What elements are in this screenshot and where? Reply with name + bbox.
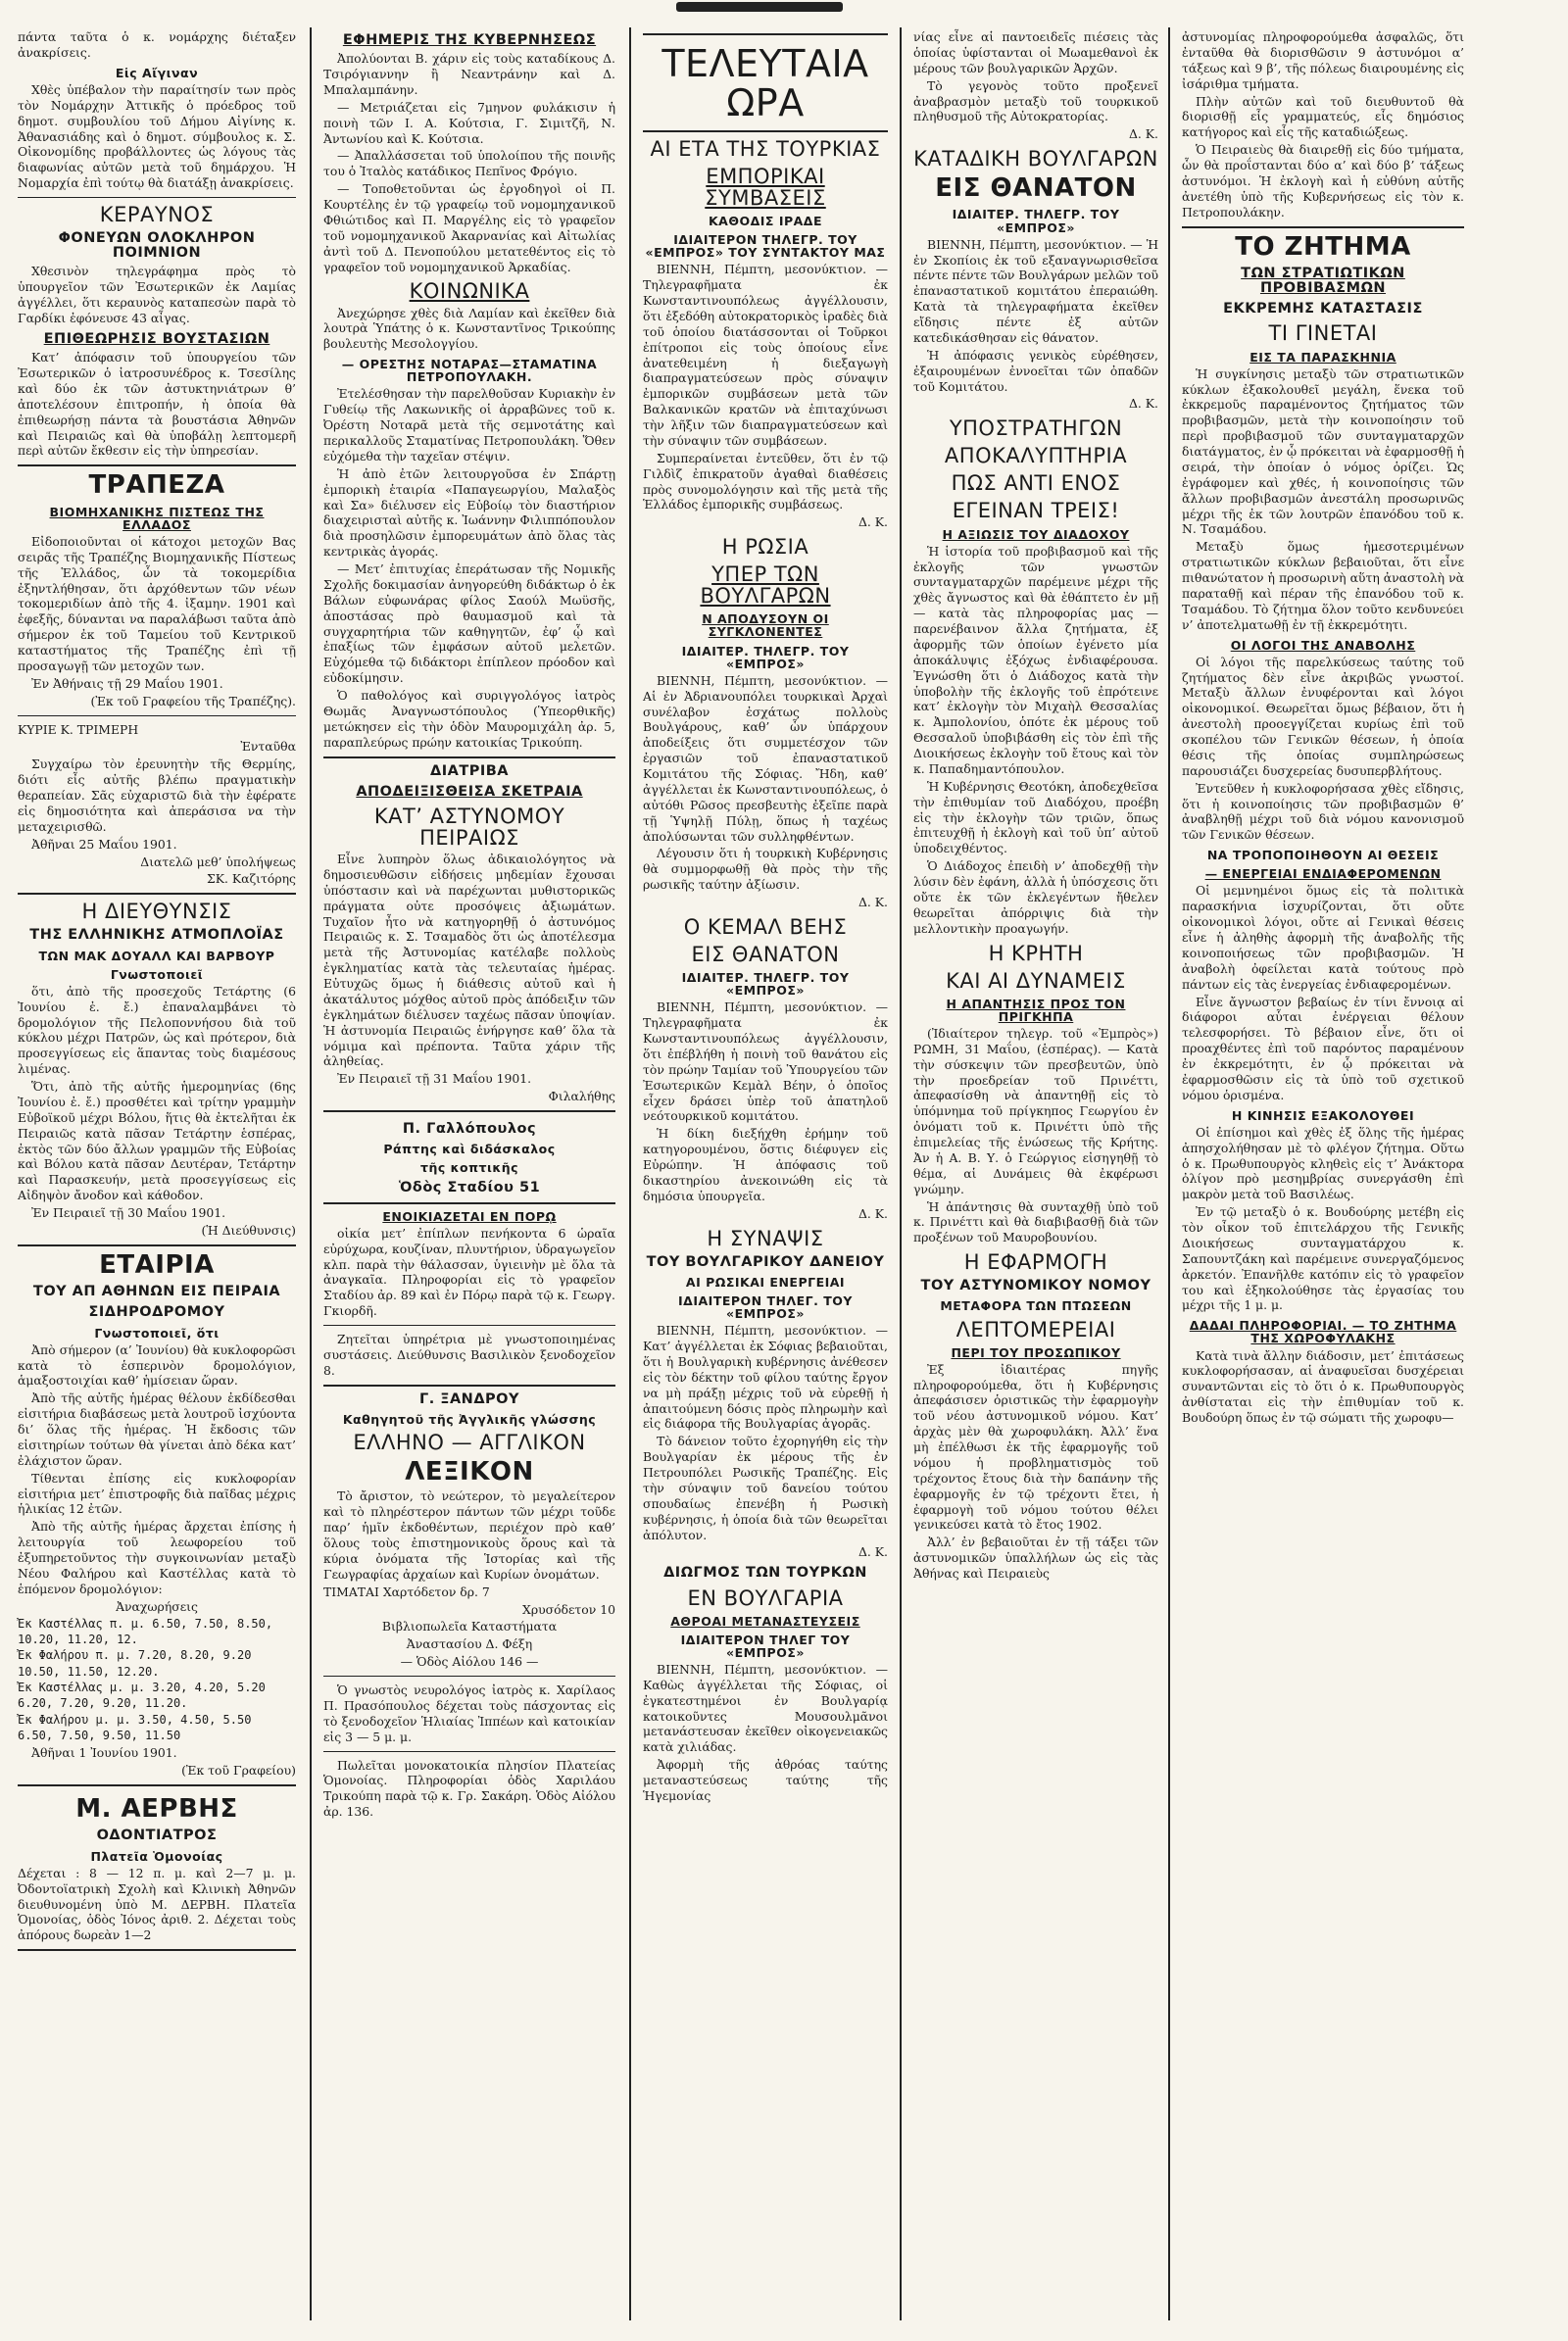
- column-rule: [629, 27, 631, 2320]
- subheadline: ΑΘΡΟΑΙ ΜΕΤΑΝΑΣΤΕΥΣΕΙΣ: [670, 1613, 860, 1629]
- paragraph: Ζητεῖται ὑπηρέτρια μὲ γνωστοποιημένας συστάσεις. Διεύθυνσις Βασιλικὸν ξενοδοχεῖον 8.: [323, 1332, 615, 1378]
- paragraph: Οἱ μεμνημένοι ὅμως εἰς τὰ πολιτικὰ παρασκήνια ἰσχυρίζονται, ὅτι οὔτε οἰκονομικοὶ λόγοι, οὔτε αἱ Γενικαὶ θέσεις εἶνε ἡ ἀληθὴς ἀφορμὴ τῆς ἀναβολῆς τῆς κοινοποιήσεως τῶν προβιβασμῶν. Ἡ ἀναβολὴ ὀφείλεται κατὰ τούτους πρὸ πάντων εἰς τὰς ἐνεργείας ἐνδιαφερομένων.: [1182, 883, 1464, 992]
- subheadline: ΕΝ ΒΟΥΛΓΑΡΙΑ: [687, 1585, 844, 1610]
- subheadline: ΑΙ ΡΩΣΙΚΑΙ ΕΝΕΡΓΕΙΑΙ: [685, 1274, 846, 1290]
- subheadline: Πλατεῖα Ὁμονοίας: [90, 1848, 223, 1864]
- subheadline: ΠΕΡΙ ΤΟΥ ΠΡΟΣΩΠΙΚΟΥ: [951, 1344, 1121, 1360]
- paragraph: Οἱ λόγοι τῆς παρελκύσεως ταύτης τοῦ ζητήματος δὲν εἶνε ἀκριβῶς γνωστοί. Μεταξὺ ἄλλων ἐνυφέρονται καὶ λόγοι οἰκονομικοί. Θεωρεῖται ὅμως βέβαιον, ὅτι ἡ ἀνεστολὴ προοεγγίζεται κυρίως ἐπὶ τοῦ σκοπέλου τῶν Γενικῶν θέσεων, ἡ ὁποία θέσις τῆς ὁποίας συμπληρώσεως παρουσιάζει δυσχερείας δυσυπερβλήτους.: [1182, 654, 1464, 778]
- subheadline: Η ΚΙΝΗΣΙΣ ΕΞΑΚΟΛΟΥΘΕΙ: [1231, 1107, 1415, 1123]
- publisher-line: Βιβλιοπωλεῖα Καταστήματα: [381, 1619, 558, 1634]
- paragraph: Ὁ παθολόγος καὶ συριγγολόγος ἰατρὸς Θωμᾶς Ἀναγνωστόπουλος (Ὑπεορθικῆς) μετώκησεν εἰς τὴν ὁδὸν Μαυρομιχάλη ἀρ. 5, παραπλεύρως πρώην κατοικίας Τρικούπη.: [323, 688, 615, 750]
- schedule-heading: Ἀναχωρήσεις: [116, 1598, 198, 1614]
- subheadline: ΕΓΕΙΝΑΝ ΤΡΕΙΣ!: [952, 499, 1120, 523]
- schedule-line: Ἐκ Καστέλλας μ. μ. 3.20, 4.20, 5.20: [18, 1680, 266, 1694]
- subheadline: ΛΕΠΤΟΜΕΡΕΙΑΙ: [956, 1317, 1116, 1341]
- advertisement-box: [323, 1110, 615, 1204]
- column-5: [1176, 27, 1470, 2320]
- headline: ΕΝΟΙΚΙΑΖΕΤΑΙ ΕΝ ΠΟΡῼ: [382, 1208, 557, 1224]
- paragraph: — Τοποθετοῦνται ὡς ἐργοδηγοὶ οἱ Π. Κουρτέλης ἐν τῷ γραφείῳ τοῦ νομομηχανικοῦ Φθιώτιδος καὶ Π. Μαργέλης εἰς τὸ γραφεῖον τοῦ νομομηχανικοῦ Ἀκαρνανίας καὶ Αἰτωλίας ἀντὶ τοῦ Δ. Πενοπούλου μετατεθέντος εἰς τὸ γραφεῖον τοῦ νομομηχανικοῦ Ἀρκαδίας.: [323, 181, 615, 274]
- subheadline: ΤΗΣ ΕΛΛΗΝΙΚΗΣ ΑΤΜΟΠΛΟΪΑΣ: [29, 927, 284, 944]
- byline: ΙΔΙΑΙΤΕΡ. ΤΗΛΕΓΡ. ΤΟΥ «ΕΜΠΡΟΣ»: [952, 207, 1120, 235]
- paragraph: Ἀλλ’ ἐν βεβαιοῦται ἐν τῇ τάξει τῶν ἀστυνομικῶν ὑπαλλήλων ὡς εἰς τὰς Ἀθήνας καὶ Πειραιεὺς: [913, 1535, 1158, 1582]
- headline: ΤΕΛΕΥΤΑΙΑ ΩΡΑ: [662, 42, 869, 124]
- paragraph: Ἐν τῷ μεταξὺ ὁ κ. Βουδούρης μετέβη εἰς τὸν οἶκον τοῦ ἐπιτελάρχου τῆς Γενικῆς Διοικήσεως συνταγματάρχου κ. Σαπουντζάκη καὶ παρέμεινε συνεργαζόμενος ἀρκετόν. Ἐπανῆλθε κατόπιν εἰς τὸ γραφεῖον του καὶ ἐξηκολούθησε τὰς ἐργασίας του μέχρι τῆς 1 μ. μ.: [1182, 1204, 1464, 1313]
- signature: Δ. Κ.: [1128, 396, 1158, 412]
- subheadline: τῆς κοπτικῆς: [419, 1160, 519, 1176]
- paragraph: Ἡ Κυβέρνησις Θεοτόκη, ἀποδεχθεῖσα τὴν ἐπιθυμίαν τοῦ Διαδόχου, προέβη εἰς τὴν ἐκλογὴν τῶν τριῶν, ὅπως ἐπιτευχθῇ ἡ ἐκλογὴ καὶ τοῦ ὑπ’ αὐτοῦ ὑποδειχθέντος.: [913, 778, 1158, 856]
- paragraph: Ἀφορμὴ τῆς ἀθρόας ταύτης μεταναστεύσεως ταύτης τῆς Ἡγεμονίας: [643, 1757, 888, 1803]
- paragraph: Τὸ γεγονὸς τοῦτο προξενεῖ ἀναβρασμὸν μεταξὺ τοῦ τουρκικοῦ πληθυσμοῦ τῆς Αὐτοκρατορίας.: [913, 77, 1158, 124]
- dateline: Ἐν Ἀθήναις τῇ 29 Μαΐου 1901.: [31, 675, 223, 691]
- subheadline: ΕΜΠΟΡΙΚΑΙ ΣΥΜΒΑΣΕΙΣ: [705, 164, 826, 210]
- headline: Η ΕΦΑΡΜΟΓΗ: [963, 1250, 1108, 1275]
- paragraph: Κατ’ ἀπόφασιν τοῦ ὑπουργείου τῶν Ἐσωτερικῶν ὁ ἰατροσυνέδρος κ. Τσεσίλης καὶ δύο ἐκ τῶν ἀστυκτηνιάτρων θ’ ἀποτελέσουν ἐπιτροπήν, ἡ ὁποία θὰ ἐπιθεωρήσῃ πάντα τὰ βουστάσια Ἀθηνῶν καὶ Πειραιῶς καὶ θὰ ὑποβάλῃ λεπτομερῆ περὶ αὐτῶν ἔκθεσιν εἰς τὴν ὑπηρεσίαν.: [18, 350, 296, 459]
- subheadline: — ΟΡΕΣΤΗΣ ΝΟΤΑΡΑΣ—ΣΤΑΜΑΤΙΝΑ ΠΕΤΡΟΠΟΥΛΑΚΗ.: [341, 357, 598, 385]
- subheadline: ΚΑΙ ΑΙ ΔΥΝΑΜΕΙΣ: [946, 968, 1126, 993]
- subheadline: ΦΟΝΕΥΩΝ ΟΛΟΚΛΗΡΟΝ ΠΟΙΜΝΙΟΝ: [58, 230, 256, 262]
- column-3: [637, 27, 894, 2320]
- schedule-line: 6.50, 7.50, 9.50, 11.50: [18, 1729, 181, 1743]
- paragraph: Ὁ Πειραιεὺς θὰ διαιρεθῇ εἰς δύο τμήματα, ὧν θὰ προΐστανται δύο α’ καὶ δύο β’ τάξεως ἀστυνόμοι. Ἡ ἐκλογὴ καὶ ἡ εὐθύνη αὐτῆς ἀνετέθη ὑπὸ τῆς Κυβερνήσεως εἰς τὸν κ. Πετροπουλάκην.: [1182, 142, 1464, 219]
- headline: ΚΑΤΑΔΙΚΗ ΒΟΥΛΓΑΡΩΝ: [913, 147, 1158, 171]
- divider: [323, 1385, 615, 1387]
- subheadline: Ὁδὸς Σταδίου 51: [398, 1179, 541, 1195]
- signature: Δ. Κ.: [1128, 126, 1158, 142]
- paragraph: νίας εἶνε αἱ παντοειδεῖς πιέσεις τὰς ὁποίας ὑφίστανται οἱ Μωαμεθανοὶ ἐκ μέρους τῶν βουλγαρικῶν Ἀρχῶν.: [913, 29, 1158, 75]
- signature: Φιλαλήθης: [548, 1089, 615, 1104]
- paragraph: Συγχαίρω τὸν ἐρευνητὴν τῆς Θερμίης, διότι εἶς αὐτῆς βλέπω πραγματικὴν θεραπείαν. Σᾶς εὐχαριστῶ διὰ τὴν ἐφέρατε εἰς δημοσιότητα καὶ ἀπεράσισα να τὴν μεταχειρισθῶ.: [18, 756, 296, 834]
- paragraph: Ἀπὸ σήμερον (α’ Ἰουνίου) θὰ κυκλοφορῶσι κατὰ τὸ ἑσπερινὸν δρομολόγιον, ἁμαξοστοιχίαι καθ’ ἡμίσειαν ὥραν.: [18, 1341, 296, 1389]
- headline: Γ. ΞΑΝΔΡΟΥ: [419, 1390, 519, 1407]
- paragraph: (Ἰδιαίτερον τηλεγρ. τοῦ «Ἐμπρὸς») ΡΩΜΗ, 31 Μαΐου, (ἑσπέρας). — Κατὰ τὴν σύσκεψιν τῶν πρεσβευτῶν, ὑπὸ τὴν προεδρείαν τοῦ Πρινέττι, ἀπεφασίσθη νὰ ἀπαντηθῇ εἰς τὸ ὑπόμνημα τοῦ πρίγκηπος Γεωργίου ἐν ὀνόματι τοῦ κ. Πρινέττι ὑπὸ τῆς ἐπιμελείας τῆς ἑνώσεως τῆς Κρήτης. Ἀν ἡ Α. Β. Υ. ὁ Γεώργιος εἰσηγηθῇ τὸ θέμα, αἱ Δυνάμεις θὰ ἐκφέρωσι γνώμην.: [913, 1025, 1158, 1196]
- paragraph: Τίθενται ἐπίσης εἰς κυκλοφορίαν εἰσιτήρια μετ’ ἐπιστροφῆς διὰ παῖδας μέχρις ἡλικίας 12 ἐτῶν.: [18, 1470, 296, 1517]
- price-line: ΤΙΜΑΤΑΙ Χαρτόδετον δρ. 7: [323, 1584, 490, 1599]
- subheadline: Ν ΑΠΟΔΥΣΟΥΝ ΟΙ ΣΥΓΚΛΟΝΕΝΤΕΣ: [702, 611, 829, 640]
- byline: ΙΔΙΑΙΤΕΡ. ΤΗΛΕΓΡ. ΤΟΥ «ΕΜΠΡΟΣ»: [681, 970, 850, 999]
- paragraph: Ἡ ἀπάντησις θὰ συνταχθῇ ὑπὸ τοῦ κ. Πρινέττι καὶ θὰ διαβιβασθῇ διὰ τῶν προξένων τοῦ Μαυροβουνίου.: [913, 1198, 1158, 1245]
- signature: Δ. Κ.: [858, 1544, 888, 1560]
- headline: Η ΚΡΗΤΗ: [988, 941, 1084, 965]
- headline: ΔΙΑΤΡΙΒΑ: [429, 762, 510, 779]
- paragraph: ἀστυνομίας πληροφορούμεθα ἀσφαλῶς, ὅτι ἐνταῦθα θὰ διορισθῶσιν 9 ἀστυνόμοι α’ τάξεως καὶ 9 β’, τῆς πόλεως διαιρουμένης εἰς ἰσάριθμα τμήματα.: [1182, 29, 1464, 91]
- subheadline: Ράπτης καὶ διδάσκαλος: [383, 1142, 556, 1157]
- headline: Μ. ΑΕΡΒΗΣ: [75, 1794, 238, 1825]
- divider: [18, 464, 296, 466]
- paragraph: Πλὴν αὐτῶν καὶ τοῦ διευθυντοῦ θὰ διορισθῇ εἷς γραμματεύς, εἷς δημόσιος κατήγορος καὶ εἷς τῆς καταδιώξεως.: [1182, 93, 1464, 140]
- divider: [323, 1325, 615, 1326]
- schedule-line: Ἐκ Φαλήρου μ. μ. 3.50, 4.50, 5.50: [18, 1712, 252, 1727]
- paragraph: Εἰδοποιοῦνται οἱ κάτοχοι μετοχῶν Βας σειρᾶς τῆς Τραπέζης Βιομηχανικῆς Πίστεως τῆς Ἑλλάδος, ὧν τὰ τοκομερίδια ἐξηντλήθησαν, ὅτι ἀρχόθεντων τῶν νέων τοκομεριδίων ἀπὸ τῆς 4. ἰξαμην. 1901 καὶ ἐφεξῆς, δύνανται να παραλάβωσι ταῦτα ἀπὸ σήμερον ἐκ τοῦ Ταμείου τοῦ Κεντρικοῦ καταστήματος τῆς Τραπέζης ἐπὶ τῇ προσαγωγῇ τῶν μετοχῶν των.: [18, 533, 296, 673]
- subheadline: Καθηγητοῦ τῆς Ἀγγλικῆς γλώσσης: [342, 1411, 597, 1427]
- headline: ΥΠΟΣΤΡΑΤΗΓΩΝ: [949, 416, 1123, 441]
- divider: [323, 756, 615, 758]
- signature: Δ. Κ.: [858, 1205, 888, 1221]
- place: Ἐνταῦθα: [240, 739, 296, 755]
- subheadline: ΕΙΣ ΘΑΝΑΤΟΝ: [691, 942, 840, 966]
- subheadline: ΕΚΚΡΕΜΗΣ ΚΑΤΑΣΤΑΣΙΣ: [1223, 301, 1423, 317]
- paragraph: Ἡ ἀπὸ ἐτῶν λειτουργοῦσα ἐν Σπάρτῃ ἐμπορικὴ ἑταιρία «Παπαγεωργίου, Μαλαξὸς καὶ Σα» διέλυσεν εἰς Εὐβοίῳ τὸν διαστήριον διαχειρισταὶ αὐτῆς κ. Ἰωάννην Φιλιππόπουλον διὰ προσηλῶσιν ἐμπορευμάτων ἀπὸ ὅλας τὰς κεντρικὰς ἀγοράς.: [323, 465, 615, 560]
- paragraph: ΒΙΕΝΝΗ, Πέμπτη, μεσονύκτιον. — Ἡ ἐν Σκοπίοις ἐκ τοῦ εξαναγνωρισθεῖσα πέντε πέντε τῶν Βουλγάρων μελῶν τοῦ ἐπαναστατικοῦ κομιτάτου ἐπεραιώθη. Κατὰ τὰ τηλεγραφήματα ἐκεῖθεν εἴδησις πέντε ἐξ αὐτῶν κατεδικάσθησαν εἰς θάνατον.: [913, 236, 1158, 345]
- subheadline: ΤΟΥ ΑΣΤΥΝΟΜΙΚΟΥ ΝΟΜΟΥ: [920, 1278, 1152, 1294]
- subheadline: ΑΙ ΕΤΑ ΤΗΣ ΤΟΥΡΚΙΑΣ: [650, 136, 881, 161]
- divider: [18, 197, 296, 198]
- paragraph: Ἐτελέσθησαν τὴν παρελθοῦσαν Κυριακὴν ἐν Γυθείῳ τῆς Λακωνικῆς οἱ ἀρραβῶνες τοῦ κ. Ὀρέστη Νοταρᾶ μετὰ τῆς σεμνοτάτης καὶ περικαλλοῦς Σταματίνας Πετροπουλάκη. Ὅθεν εὐχόμεθα τὴν ταχεῖαν στέψιν.: [323, 386, 615, 463]
- subheadline: ΤΩΝ ΜΑΚ ΔΟΥΑΛΛ ΚΑΙ ΒΑΡΒΟΥΡ: [38, 948, 275, 963]
- headline: ΕΦΗΜΕΡΙΣ ΤΗΣ ΚΥΒΕΡΝΗΣΕΩΣ: [342, 32, 597, 48]
- headline: Ο ΚΕΜΑΛ ΒΕΗΣ: [683, 914, 848, 939]
- paragraph: ΒΙΕΝΝΗ, Πέμπτη, μεσονύκτιον. — Τηλεγραφῆματα ἐκ Κωνσταντινουπόλεως ἀγγέλλουσιν, ὅτι ἐξεδόθη αὐτοκρατορικὸς ἰραδὲς διὰ τοῦ ὁποίου διατάσσονται οἱ Τοῦρκοι ἐπίτροποι εἰς τοὺς ὁποίους εἶνε ἀνατεθειμένη ἡ διεξαγωγὴ διαπραγματεύσεων πρὸς σύναψιν ἐμπορικῶν συμβάσεων μετὰ τῶν Βαλκανικῶν κρατῶν νὰ ἐπιταχύνωσι τὴν λῆξιν τῶν διαπραγματεύσεων καὶ τὴν σύναψιν τῶν συμβάσεων.: [643, 262, 888, 448]
- column-rule: [900, 27, 902, 2320]
- paragraph: οἰκία μετ’ ἐπίπλων πενήκοντα 6 ὡραῖα εὐρύχωρα, κουζίναν, πλυντήριον, ὑδραγωγεῖον κλπ. παρὰ τὴν θάλασσαν, ὑγιεινὴν μὲ ὅλα τὰ ἀναγκαῖα. Πληροφορίαι εἰς τὸ γραφεῖον Σταδίου ἀρ. 89 καὶ ἐν Πόρῳ παρὰ τῷ κ. Γεωργ. Γκιορδῆ.: [323, 1225, 615, 1319]
- headline: ΚΟΙΝΩΝΙΚΑ: [409, 279, 530, 304]
- paragraph: Χθεσινὸν τηλεγράφημα πρὸς τὸ ὑπουργεῖον τῶν Ἐσωτερικῶν ἐκ Λαμίας ἀγγέλλει, ὅτι κεραυνὸς καταπεσὼν παρὰ τὸ Γαρδίκι ἐφόνευσε 43 αἶγας.: [18, 264, 296, 326]
- headline: ΕΠΙΘΕΩΡΗΣΙΣ ΒΟΥΣΤΑΣΙΩΝ: [43, 330, 270, 347]
- section-heading: Εἰς Αἴγιναν: [115, 65, 199, 80]
- addressee: ΚΥΡΙΕ Κ. ΤΡΙΜΕΡΗ: [18, 721, 139, 737]
- headline: Π. Γαλλόπουλος: [402, 1121, 537, 1138]
- paragraph: Ἀνεχώρησε χθὲς διὰ Λαμίαν καὶ ἐκεῖθεν διὰ λουτρὰ Ὑπάτης ὁ κ. Κωνσταντῖνος Τρικούπης βουλευτὴς Μεσολογγίου.: [323, 305, 615, 352]
- signature: Δ. Κ.: [858, 895, 888, 910]
- subheadline: Γνωστοποιεῖ, ὅτι: [94, 1325, 220, 1341]
- headline: ΔΙΩΓΜΟΣ ΤΩΝ ΤΟΥΡΚΩΝ: [663, 1565, 867, 1582]
- top-masthead-fragment: [676, 2, 843, 12]
- subheadline: ΤΩΝ ΣΤΡΑΤΙΩΤΙΚΩΝ ΠΡΟΒΙΒΑΣΜΩΝ: [1241, 265, 1405, 297]
- paragraph: Τὸ δάνειον τοῦτο ἐχορηγήθη εἰς τὴν Βουλγαρίαν ἐκ μέρους τῆς ἐν Πετρουπόλει Ρωσικῆς Τραπέζης. Εἰς τὴν σύναψιν τοῦ δανείου τούτου σπουδαίως ἐπενέβη ἡ Ρωσικὴ κυβέρνησις, ἡ ὁποία διὰ τῶν θεωρεῖται ἀπόλυτον.: [643, 1434, 888, 1542]
- paragraph: Εἶνε ἄγνωστον βεβαίως ἐν τίνι ἔννοιᾳ αἱ διάφοροι αὗται ἐνέργειαι θέλουν τελεσφορήσει. Τὸ βέβαιον εἶνε, ὅτι οἱ προαχθέντες ἐπὶ τοῦ παρόντος παραμένουν ἐν ἐκκρεμότητι, ἐν ᾧ πρόκειται νὰ ἐφαρμοσθῶσιν εἰς τὰ ὑπὸ τοῦ σχετικοῦ νόμου ὁρισμένα.: [1182, 994, 1464, 1102]
- paragraph: Συμπεραίνεται ἐντεῦθεν, ὅτι ἐν τῷ Γιλδὶζ ἐπικρατοῦν ἀγαθαὶ διαθέσεις πρὸς συνομολόγησιν καὶ τῆς μετὰ τῆς Ἑλλάδος ἐμπορικῆς συμβάσεως.: [643, 450, 888, 512]
- paragraph: Ἡ συγκίνησις μεταξὺ τῶν στρατιωτικῶν κύκλων ἐξακολουθεῖ μεγάλη, ἕνεκα τοῦ ἐκκρεμοῦς παραμένοντος ζητήματος τῶν προβιβασμῶν, μετὰ τὴν κοινοποίησιν τοῦ περὶ προβιβασμοῦ τῶν συνταγματαρχῶν διατάγματος, ἐν ᾧ πρόκειται νὰ ἐφαρμοσθῇ ἡ σειρά, τὴν ὁποίαν ὁ νόμος ὁρίζει. Ὡς ἐγράφομεν καὶ χθές, ἡ κοινοποίησις τῶν ἄλλων προβιβασμῶν ἀνεστάλη προσωρινῶς μέχρι τῆς ἐκ τῶν λουτρῶν ἐπανόδου τοῦ κ. Ν. Τσαμάδου.: [1182, 366, 1464, 537]
- dateline: Ἀθῆναι 25 Μαΐου 1901.: [31, 836, 177, 852]
- paragraph: Ἀπὸ τῆς αὐτῆς ἡμέρας ἄρχεται ἐπίσης ἡ λειτουργία τοῦ λεωφορείου τοῦ ἐξυπηρετοῦντος τὴν συγκοινωνίαν μεταξὺ Νέου Φαλήρου καὶ Καστέλλας κατὰ τὸ ἑπόμενον δρομολόγιον:: [18, 1519, 296, 1596]
- subheadline: ΑΠΟΔΕΙΞΙΣΘΕΙΣΑ ΣΚΕΤΡΑΙΑ: [356, 783, 583, 800]
- divider: [18, 1244, 296, 1246]
- subheadline: ΟΔΟΝΤΙΑΤΡΟΣ: [96, 1828, 218, 1844]
- divider: [18, 893, 296, 895]
- divider: [18, 715, 296, 716]
- paragraph: Ἐντεῦθεν ἡ κυκλοφορήσασα χθὲς εἴδησις, ὅτι ἡ κοινοποίησις τῶν προβιβασμῶν θ’ ἀναβληθῇ μέχρι τοῦ διὰ νόμου κανονισμοῦ τῶν Γενικῶν θέσεων.: [1182, 780, 1464, 843]
- paragraph: Οἱ ἐπίσημοι καὶ χθὲς ἐξ ὅλης τῆς ἡμέρας ἀπησχολήθησαν μὲ τὸ φλέγον ζήτημα. Οὕτω ὁ κ. Πρωθυπουργὸς κληθεὶς εἰς τ’ Ἀνάκτορα ὀλίγον πρὸ μεσημβρίας συνεργάσθη ἐπὶ μακρὸν μετὰ τοῦ Βασιλέως.: [1182, 1124, 1464, 1202]
- headline: ΑΠΟΚΑΛΥΠΤΗΡΙΑ: [944, 444, 1128, 468]
- subheadline: ΣΙΔΗΡΟΔΡΟΜΟΥ: [88, 1304, 225, 1321]
- paragraph: Κατὰ τινὰ ἄλλην διάδοσιν, μετ’ ἐπιτάσεως κυκλοφορήσασαν, αἱ ἀναφυεῖσαι δυσχέρειαι συναντῶνται εἰς τὸ ὅτι ὁ κ. Πρωθυπουργὸς ἀνθίσταται εἰς τὴν ἐπιθυμίαν τοῦ κ. Βουδούρη ὅπως ἐν τῷ σώματι τῆς χωροφυ—: [1182, 1347, 1464, 1425]
- byline: ΙΔΙΑΙΤΕΡ. ΤΗΛΕΓΡ. ΤΟΥ «ΕΜΠΡΟΣ»: [681, 643, 850, 671]
- headline: Η ΡΩΣΙΑ: [721, 535, 809, 560]
- paragraph: ΒΙΕΝΝΗ, Πέμπτη, μεσονύκτιον. — Κατ’ ἀγγέλλεται ἐκ Σόφιας βεβαιοῦται, ὅτι ἡ Βουλγαρικὴ κυβέρνησις ἀνέθεσεν εἰς τὸν δέκτην τοῦ φίλου ταύτης ἔργον να μὴ πράξῃ μέχρις τοῦ νὰ εὑρεθῇ ἡ ἀπαιτούμενη δόσις πρὸς πληρωμὴν καὶ εἰς διάφορα τῆς Βουλγαρίας ἀγορᾶς.: [643, 1323, 888, 1432]
- paragraph: Ὁ γνωστὸς νευρολόγος ἰατρὸς κ. Χαρίλαος Π. Πρασόπουλος δέχεται τοὺς πάσχοντας εἰς τὸ ξενοδοχεῖον Ἡλιαίας Ἰππέων καὶ κατοικίαν εἰς 3 — 5 μ. μ.: [323, 1683, 615, 1744]
- subheadline: Η ΑΞΙΩΣΙΣ ΤΟΥ ΔΙΑΔΟΧΟΥ: [942, 526, 1130, 542]
- paragraph: Ὅτι, ἀπὸ τῆς αὐτῆς ἡμερομηνίας (6ης Ἰουνίου ἐ. ἔ.) προσθέτει καὶ τρίτην γραμμὴν Εὐβοϊκοῦ μέχρι Βόλου, ἥτις θὰ ἐκτελῆται ἐκ Πειραιῶς κατὰ πᾶσαν Τετάρτην ἑσπέρας, ἐκτὸς τῶν δύο ἄλλων γραμμῶν τῆς Εὐβοίας καὶ Βόλου κατὰ πᾶσαν Δευτέραν, Τετάρτην καὶ Παρασκευήν, μετὰ προσεγγίσεως εἰς Αἰδηψὸν ἄνοδον καὶ κάθοδον.: [18, 1079, 296, 1203]
- schedule-line: Ἐκ Φαλήρου π. μ. 7.20, 8.20, 9.20: [18, 1648, 252, 1663]
- paragraph: ὅτι, ἀπὸ τῆς προσεχοῦς Τετάρτης (6 Ἰουνίου ἐ. ἔ.) ἐπαναλαμβάνει τὸ δρομολόγιον τῆς Πελοποννήσου διὰ τοῦ κύκλου μέχρι Πατρῶν, ὡς καὶ πρότερον, διὰ προσεγγίσεως εἰς ἅπαντας τοὺς διαμέσους λιμένας.: [18, 983, 296, 1077]
- dateline: Ἐν Πειραιεῖ τῇ 30 Μαΐου 1901.: [31, 1205, 226, 1221]
- publisher-address: — Ὁδὸς Αἰόλου 146 —: [400, 1654, 539, 1670]
- subheadline: — ΕΝΕΡΓΕΙΑΙ ΕΝΔΙΑΦΕΡΟΜΕΝΩΝ: [1204, 866, 1442, 882]
- divider: [1182, 226, 1464, 228]
- signature: (Ἐκ τοῦ Γραφείου): [181, 1763, 296, 1779]
- subheadline: ΠΩΣ ΑΝΤΙ ΕΝΟΣ: [951, 471, 1121, 496]
- byline: ΙΔΙΑΙΤΕΡΟΝ ΤΗΛΕΓ. ΤΟΥ «ΕΜΠΡΟΣ»: [678, 1292, 853, 1322]
- paragraph: Ἡ ἱστορία τοῦ προβιβασμοῦ καὶ τῆς ἐκλογῆς τῶν γνωστῶν συνταγματαρχῶν παρέμεινε μέχρι τῆς χθὲς ἄγνωστος καὶ θὰ ἐθάπτετο ἐν μῇ — κατὰ τὰς πληροφορίας μας — παρενέβαινον ἄλλα ζητήματα, ἐξ ἀφορμῆς τῶν ὁποίων ἐγένετο μία ἀποκάλυψις ἐξόχως ἐνδιαφέρουσα. Ἐγνώσθη ὅτι ὁ Διάδοχος κατὰ τὴν ὑποβολὴν τῆς ἐκλογῆς τοῦ ἐπρότεινε κατ’ ἐκλογὴν τὸν Μιχαὴλ Θεσσαλίας κ. Ἀμπολονίου, ὁπότε ἐκ μέρους τοῦ Θεσσαλοῦ ὑποβιβάσθη εἰς τὸν ἐπὶ τῆς Διοικήσεως ἐκλογὴν τοῦ ἔτους καὶ τὸν κ. Παπαδημαντόπουλον.: [913, 543, 1158, 776]
- subheadline: ΔΑΔΑΙ ΠΛΗΡΟΦΟΡΙΑΙ. — ΤΟ ΖΗΤΗΜΑ ΤΗΣ ΧΩΡΟΦΥΛΑΚΗΣ: [1189, 1318, 1457, 1346]
- advertisement-box: [18, 1784, 296, 1951]
- subheadline: Γνωστοποιεῖ: [110, 966, 204, 982]
- paragraph: Εἶνε λυπηρὸν ὅλως ἀδικαιολόγητος νὰ δημοσιευθῶσιν εἰδήσεις μηδεμίαν ἔχουσαι ὑπόστασιν καὶ νὰ παρέχωνται μυθιστορικῶς πράγματα οὐτε προσόψεις ἀξιωμάτων. Τυχαῖον ἦτο νὰ κατηγορηθῇ ὁ ἀστυνόμος Πειραιῶς κ. Σ. Τσαμαδὸς ὅτι ὡς ἀποτέλεσμα μετὰ τῆς Ἀστυνομίας κατέλαβε πολλοὺς ἐγκληματίας κατὰ τὰς τελευταίας ἡμέρας. Εὐτυχῶς ὅμως ἡ διάθεσις αὐτοῦ καὶ ἡ ἀκατάλυτος μόχθος αὐτοῦ πρὸς ἀπόδειξιν τῶν ἐγκλημάτων διέλυσεν ταχέως πᾶσαν ὑποψίαν. Ἡ ἀστυνομία Πειραιῶς ἐνήργησε καθ’ ὅλα τὰ νόμιμα καὶ πρέποντα. Ταῦτα χάριν τῆς ἀληθείας.: [323, 852, 615, 1069]
- subheadline: ΕΙΣ ΘΑΝΑΤΟΝ: [935, 173, 1137, 204]
- headline: ΛΕΞΙΚΟΝ: [405, 1457, 534, 1488]
- subheadline: ΕΙΣ ΤΑ ΠΑΡΑΣΚΗΝΙΑ: [1250, 349, 1396, 365]
- subheadline: ΥΠΕΡ ΤΩΝ ΒΟΥΛΓΑΡΩΝ: [700, 562, 831, 609]
- headline: ΕΤΑΙΡΙΑ: [99, 1249, 215, 1280]
- divider: [323, 1751, 615, 1752]
- paragraph: — Μετριάζεται εἰς 7μηνον φυλάκισιν ἡ ποινὴ τῶν Ι. Α. Κούτσια, Γ. Σιμιτζῆ, Ν. Ἀντωνίου καὶ Κ. Κούτσια.: [323, 99, 615, 146]
- headline-box: [643, 33, 888, 132]
- paragraph: Χθὲς ὑπέβαλον τὴν παραίτησίν των πρὸς τὸν Νομάρχην Ἀττικῆς ὁ πρόεδρος τοῦ δημοτ. συμβουλίου τοῦ Δήμου Αἰγίνης κ. Ἀθανασιάδης καὶ ὁ δημοτ. σύμβουλος κ. Σ. Οἰκονομίδης προβάλλοντες ὡς λόγους τὰς διαφωνίας αὐτῶν μετὰ τοῦ δημάρχου. Ἡ Νομαρχία ἐπὶ τούτῳ θὰ διατάξῃ ἀνακρίσεις.: [18, 81, 296, 191]
- column-4: [907, 27, 1164, 2320]
- paragraph: Ἀπολύονται Β. χάριν εἰς τοὺς καταδίκους Δ. Τσιρόγιαννην ἢ Νεαντράνην καὶ Δ. Μπαλαμπάνην.: [323, 51, 615, 97]
- paragraph: Ἀπὸ τῆς αὐτῆς ἡμέρας θέλουν ἐκδίδεσθαι εἰσιτήρια διαβάσεως μετὰ λουτροῦ ἰσχύοντα δι’ ὅλας τῆς ἡμέρας. Ἡ ἔκδοσις τῶν εἰσιτηρίων τούτων θὰ γίνεται ἀπὸ δέκα κατ’ ἐλάχιστον ὥραν.: [18, 1390, 296, 1468]
- subheadline: ΤΟΥ ΒΟΥΛΓΑΡΙΚΟΥ ΔΑΝΕΙΟΥ: [646, 1253, 885, 1270]
- signature: ΣΚ. Καζιτόρης: [206, 871, 296, 887]
- schedule-line: 10.20, 11.20, 12.: [18, 1632, 138, 1646]
- headline: ΕΛΛΗΝΟ — ΑΓΓΛΙΚΟΝ: [353, 1431, 586, 1455]
- price-line: Χρυσόδετον 10: [522, 1601, 615, 1617]
- paragraph: Ὁ Διάδοχος ἐπειδὴ ν’ ἀποδεχθῇ τὴν λύσιν δὲν ἐφάνη, ἀλλὰ ἡ ὑπόσχεσις ὅτι οὔτε ἐκ τῶν ἐκλεγέντων ἤθελεν θεωρεῖται ἀπόρριψις διὰ τὴν μελλοντικὴν προαγωγήν.: [913, 858, 1158, 936]
- headline: ΚΕΡΑΥΝΟΣ: [99, 203, 215, 226]
- headline: ΤΟ ΖΗΤΗΜΑ: [1235, 231, 1411, 262]
- subheadline: Η ΑΠΑΝΤΗΣΙΣ ΠΡΟΣ ΤΟΝ ΠΡΙΓΚΗΠΑ: [946, 996, 1126, 1024]
- subheadline: ΟΙ ΛΟΓΟΙ ΤΗΣ ΑΝΑΒΟΛΗΣ: [1230, 637, 1416, 653]
- subheadline: ΤΙ ΓΙΝΕΤΑΙ: [1268, 321, 1378, 346]
- paragraph: Ἡ δίκη διεξήχθη ἐρήμην τοῦ κατηγορουμένου, ὅστις διέφυγεν εἰς Εὐρώπην. Ἡ ἀπόφασις τοῦ δικαστηρίου ἀνεκοινώθη εἰς τὰ δημόσια ὑπουργεῖα.: [643, 1126, 888, 1203]
- paragraph: ΒΙΕΝΝΗ, Πέμπτη, μεσονύκτιον. — Αἱ ἐν Ἀδριανουπόλει τουρκικαὶ Ἀρχαὶ συνέλαβον ἐσχάτως πολλοὺς Βουλγάρους, καθ’ ὧν ὑπάρχουν ἀποδείξεις ὅτι συμμετέσχον τῶν ἐργασιῶν τοῦ ἐπαναστατικοῦ Κομιτάτου τῆς Σόφιας. Ἤδη, καθ’ ἀγγέλλεται ἐκ Κωνσταντινουπόλεως, ὁ αὐτόθι Ρῶσος πρεσβευτὴς ἐξεῖπε παρὰ τῇ Ὑψηλῇ Πύλῃ, ὅπως ἡ ταχέως ἀπολύσωνται τῶν συλληφθέντων.: [643, 672, 888, 844]
- dateline: Ἐν Πειραιεῖ τῇ 31 Μαΐου 1901.: [337, 1071, 532, 1087]
- schedule-line: 6.20, 7.20, 9.20, 11.20.: [18, 1696, 188, 1711]
- paragraph: ΒΙΕΝΝΗ, Πέμπτη, μεσονύκτιον. — Καθὼς ἀγγέλλεται τῆς Σόφιας, οἱ ἐγκατεστημένοι ἐν Βουλγαρίᾳ κατοικοῦντες Μουσουλμᾶνοι μετανάστευσαν ἐκεῖθεν οἰκογενειακῶς κατὰ χιλιάδας.: [643, 1661, 888, 1755]
- paragraph: Λέγουσιν ὅτι ἡ τουρκικὴ Κυβέρνησις θὰ συμμορφωθῇ θὰ πρὸς τὴν τῆς ρωσικῆς ταύτην ἀξίωσιν.: [643, 846, 888, 893]
- column-rule: [310, 27, 312, 2320]
- paragraph: — Μετ’ ἐπιτυχίας ἐπεράτωσαν τῆς Νομικῆς Σχολῆς δοκιμασίαν ἀνηγορεύθη διδάκτωρ ὁ ἐκ Βάλων εὐφωνάρας φίλος Σαούλ Μωϋσῆς, ἀποστάσας πρὸ θαυμασμοῦ καὶ τὰ συγχαρητήρια τῶν καθηγητῶν, ἐφ’ ᾧ καὶ ἐπαξίως τῶν ἐμφάσων αὐτοῦ μελετῶν. Εὐχόμεθα τῷ διδάκτορι ἐπίπλεον πρόοδον καὶ εὐδοκίμησιν.: [323, 561, 615, 686]
- subheadline: ΜΕΤΑΦΟΡΑ ΤΩΝ ΠΤΩΣΕΩΝ: [940, 1298, 1132, 1314]
- subheadline: ΒΙΟΜΗΧΑΝΙΚΗΣ ΠΙΣΤΕΩΣ ΤΗΣ ΕΛΛΑΔΟΣ: [49, 504, 265, 532]
- byline: ΙΔΙΑΙΤΕΡΟΝ ΤΗΛΕΓΡ. ΤΟΥ «ΕΜΠΡΟΣ» ΤΟΥ ΣΥΝΤΑΚΤΟΥ ΜΑΣ: [645, 232, 886, 261]
- schedule-line: 10.50, 11.50, 12.20.: [18, 1664, 160, 1679]
- signature: (Ἐκ τοῦ Γραφείου τῆς Τραπέζης).: [90, 693, 296, 708]
- signature: (Ἡ Διεύθυνσις): [201, 1222, 296, 1238]
- headline: Η ΔΙΕΥΘΥΝΣΙΣ: [81, 900, 232, 924]
- subheadline: ΝΑ ΤΡΟΠΟΠΟΙΗΘΟΥΝ ΑΙ ΘΕΣΕΙΣ: [1206, 848, 1440, 863]
- dateline: Ἀθῆναι 1 Ἰουνίου 1901.: [31, 1745, 177, 1761]
- paragraph: — Ἀπαλλάσσεται τοῦ ὑπολοίπου τῆς ποινῆς του ὁ Ἰταλὸς κατάδικος Πεπῖνος Φρόγιο.: [323, 148, 615, 179]
- headline: ΤΡΑΠΕΖΑ: [88, 470, 225, 501]
- divider: [323, 1676, 615, 1677]
- paragraph: Ἡ ἀπόφασις γενικὸς εὐρέθησεν, ἐξαιρουμένων ἐννοεῖται τῶν ὀπαδῶν τοῦ Κομιτάτου.: [913, 347, 1158, 394]
- paragraph: Δέχεται : 8 — 12 π. μ. καὶ 2—7 μ. μ. Ὀδοντοϊατρικὴ Σχολὴ καὶ Κλινικὴ Ἀθηνῶν διευθυνομένη ὑπὸ Μ. ΔΕΡΒΗ. Πλατεῖα Ὁμονοίας, ὁδὸς Ἰόνος ἀριθ. 2. Δέχεται τοὺς ἀπόρους δωρεὰν 1—2: [18, 1865, 296, 1943]
- column-2: [318, 27, 621, 2320]
- column-1: [12, 27, 302, 2320]
- column-rule: [1168, 27, 1170, 2320]
- paragraph: Τὸ ἄριστον, τὸ νεώτερον, τὸ μεγαλείτερον καὶ τὸ πληρέστερον πάντων τῶν μέχρι τοῦδε παρ’ ἡμῖν ἐκδοθέντων, περιέχον πρὸ καθ’ ὅλους τοὺς ἐπιστημονικοὺς ὅρους καὶ τὰ κύρια ὀνόματα τῆς Ἱστορίας καὶ τῆς Γεωγραφίας ἀρχαίων καὶ Κυρίων ὀνομάτων.: [323, 1488, 615, 1582]
- paragraph: ΒΙΕΝΝΗ, Πέμπτη, μεσονύκτιον. — Τηλεγραφῆματα ἐκ Κωνσταντινουπόλεως ἀγγέλλουσιν, ὅτι ἐπέβλήθη ἡ ποινὴ τοῦ θανάτου εἰς τὸν πρώην Ταμίαν τοῦ Ὑπουργείου τῶν Ἐσωτερικῶν Κεμὰλ Βέην, ὁ ὁποῖος εἶχεν δράσει ὑπὲρ τοῦ ἀπατηλοῦ νεότουρκικοῦ κομιτάτου.: [643, 1000, 888, 1124]
- signature: Δ. Κ.: [858, 514, 888, 530]
- closing: Διατελῶ μεθ’ ὑπολήψεως: [140, 853, 296, 869]
- paragraph: Ἐξ ἰδιαιτέρας πηγῆς πληροφορούμεθα, ὅτι ἡ Κυβέρνησις ἀπεφάσισεν ὁριστικῶς τὴν ἐφαρμογὴν τοῦ νέου ἀστυνομικοῦ νόμου. Κατ’ ἀρχὰς μὲν θὰ χωροφυλάκη. Ἀλλ’ ἕνα μὴ ἐπέλθωσι ἐκ τῆς ἐφαρμογῆς τοῦ νόμου ἡ προβληματισμὸς τοῦ τρέχοντος ἔτους διὰ τὴν δαπάνην τῆς ἐφαρμογῆς ἐν τῷ τρέχοντι ἔτει, ἡ ἐφαρμογὴ τοῦ νόμου τούτου θέλει γενικεύσει κατὰ τὸ ἔτος 1902.: [913, 1361, 1158, 1533]
- paragraph: Μεταξὺ ὅμως ἡμεσοτεριμένων στρατιωτικῶν κύκλων βεβαιοῦται, ὅτι εἶνε πιθανώτατον ἡ προσωρινὴ αὕτη ἀναστολὴ νὰ παραταθῇ καὶ πέραν τῆς ἐπανόδου τοῦ κ. Τσαμάδου. Τὸ ζήτημα ὅλον τοῦτο κενδυνεύει ν’ ἀποτελματωθῇ ἐν τῇ ἐκκρεμότητι.: [1182, 539, 1464, 632]
- schedule-line: Ἐκ Καστέλλας π. μ. 6.50, 7.50, 8.50,: [18, 1616, 273, 1631]
- byline: ΙΔΙΑΙΤΕΡΟΝ ΤΗΛΕΓ ΤΟΥ «ΕΜΠΡΟΣ»: [680, 1632, 851, 1660]
- subheadline: ΚΑΘΟΔΙΣ ΙΡΑΔΕ: [708, 213, 823, 228]
- subheadline: ΤΟΥ ΑΠ ΑΘΗΝΩΝ ΕΙΣ ΠΕΙΡΑΙΑ: [32, 1284, 281, 1300]
- publisher-name: Ἀναστασίου Δ. Φέξη: [406, 1636, 533, 1652]
- headline: Η ΣΥΝΑΨΙΣ: [707, 1226, 824, 1250]
- paragraph: Πωλεῖται μονοκατοικία πλησίον Πλατείας Ὁμονοίας. Πληροφορίαι ὁδὸς Χαριλάου Τρικούπη παρὰ τῷ κ. Γρ. Σακάρη. Ὁδὸς Αἰόλου ἀρ. 136.: [323, 1757, 615, 1820]
- paragraph: πάντα ταῦτα ὁ κ. νομάρχης διέταξεν ἀνακρίσεις.: [18, 29, 296, 60]
- subheadline: ΚΑΤ’ ΑΣΤΥΝΟΜΟΥ ΠΕΙΡΑΙΩΣ: [373, 804, 565, 850]
